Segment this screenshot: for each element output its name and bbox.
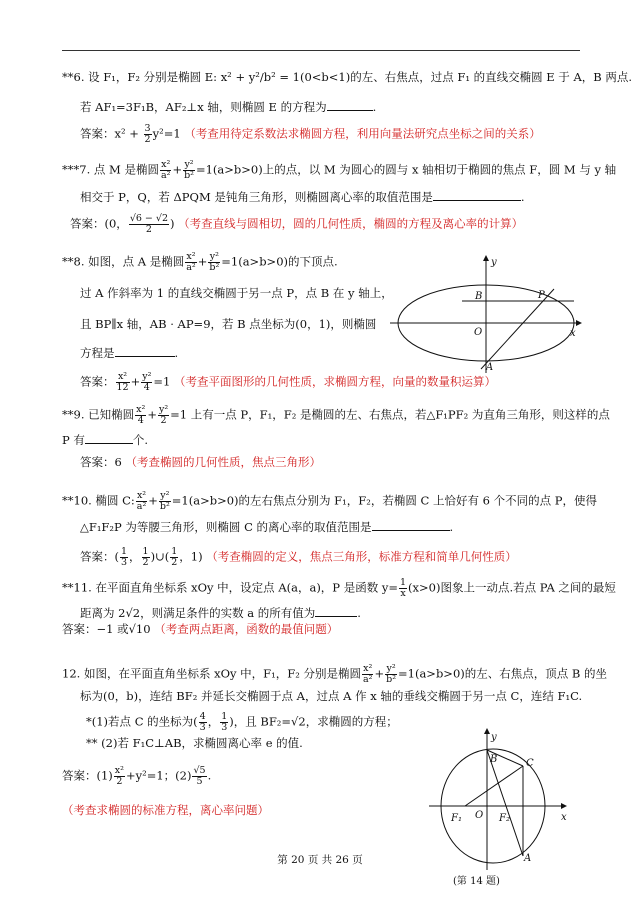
- answer-blank: [327, 100, 373, 111]
- answer-blank: [115, 346, 175, 357]
- fraction: $\frac{3}{2}$: [144, 123, 151, 145]
- answer-blank: [315, 606, 357, 617]
- answer-blank: [433, 190, 521, 201]
- figure-14-caption: (第 14 题): [453, 876, 500, 887]
- figure-14-label-o: O: [475, 810, 484, 821]
- problem-8-answer: 答案： $\frac{\text{x²}}{12}$ + $\frac{\text{y²}}{4}$ =1 （考查平面图形的几何性质，求椭圆方程，向量的数量积运算）: [80, 371, 497, 393]
- problem-9-answer: 答案：6 （考查椭圆的几何性质，焦点三角形）: [80, 455, 321, 469]
- problem-12-answer: 答案：(1) $\frac{\text{x²}}{2}$ +y²=1；(2) $\frac{√5}{5}$ .: [62, 765, 212, 787]
- problem-8-line-3: 且 BP∥x 轴，AB · AP=9，若 B 点坐标为(0，1)，则椭圆: [80, 317, 377, 331]
- problem-6-line-2: 若 AF₁=3F₁B，AF₂⊥x 轴，则椭圆 E 的方程为 .: [80, 100, 377, 114]
- figure-8-label-p: P: [538, 290, 545, 301]
- figure-8-label-b: B: [475, 291, 483, 302]
- problem-10-answer: 答案：( $\frac{1}{3}$ ， $\frac{1}{2}$ )∪( $\frac{1}{2}$ ，1) （考查椭圆的定义，焦点三角形，标准方程和简单几何性质）: [80, 546, 517, 568]
- figure-8-label-y: y: [491, 257, 497, 268]
- figure-14-label-a: A: [524, 853, 532, 864]
- problem-11-answer: 答案：−1 或√10 （考查两点距离，函数的最值问题）: [62, 622, 339, 636]
- figure-8-label-x: x: [570, 328, 576, 339]
- figure-14-label-y: y: [491, 732, 497, 743]
- problem-10-line-2: △F₁F₂P 为等腰三角形，则椭圆 C 的离心率的取值范围是 .: [80, 520, 454, 534]
- figure-8-ellipse-diagram: [390, 255, 590, 375]
- problem-10-note: （考查椭圆的定义，焦点三角形，标准方程和简单几何性质）: [206, 549, 517, 564]
- figure-14-label-c: C: [526, 758, 534, 769]
- problem-9-note: （考查椭圆的几何性质，焦点三角形）: [125, 455, 321, 469]
- problem-7-note: （考查直线与圆相切，圆的几何性质，椭圆的方程及离心率的计算）: [178, 216, 524, 231]
- figure-8-label-a: A: [486, 362, 494, 373]
- problem-6-answer: 答案：x² + $\frac{3}{2}$ y²=1 （考查用待定系数法求椭圆方程，利用向量法研究点坐标之间的关系）: [80, 123, 541, 145]
- figure-14-label-x: x: [561, 812, 567, 823]
- answer-blank: [85, 433, 133, 444]
- figure-8-y-arrow: [483, 255, 489, 261]
- page-footer: 第 20 页 共 26 页: [277, 854, 363, 866]
- header-rule: [62, 50, 580, 51]
- problem-10-line-1: **10. 椭圆 C: $\frac{\text{x²}}{\text{a²}}$ + $\frac{\text{y²}}{\text{b²}}$ =1(a>b>0)的左右焦点分别为 F₁，F₂，若椭圆 C 上恰好有 6 个不同的点 P，使得: [62, 490, 597, 512]
- figure-14-label-f2: F₂: [499, 813, 510, 824]
- problem-8-line-4: 方程是 .: [80, 346, 179, 360]
- problem-6-line-1: **6. 设 F₁，F₂ 分别是椭圆 E: x² + y²/b² = 1(0<b<1)的左、右焦点，过点 F₁ 的直线交椭圆 E 于 A，B 两点.: [62, 70, 633, 84]
- problem-12-part-2: ** (2)若 F₁C⊥AB，求椭圆离心率 e 的值.: [86, 736, 303, 750]
- problem-9-line-1: **9. 已知椭圆 $\frac{\text{x²}}{4}$ + $\frac{\text{y²}}{2}$ =1 上有一点 P，F₁，F₂ 是椭圆的左、右焦点，若△F₁PF₂ 为直角三角形，则这样的点: [62, 404, 610, 426]
- problem-8-note: （考查平面图形的几何性质，求椭圆方程，向量的数量积运算）: [174, 374, 497, 389]
- problem-11-line-2: 距离为 2√2，则满足条件的实数 a 的所有值为 .: [80, 606, 361, 620]
- problem-7-line-2: 相交于 P，Q，若 ΔPQM 是钝角三角形，则椭圆离心率的取值范围是 .: [80, 190, 525, 204]
- problem-12-part-1: *(1)若点 C 的坐标为( $\frac{4}{3}$ ， $\frac{1}{3}$ )，且 BF₂=√2，求椭圆的方程；: [86, 711, 398, 733]
- problem-8-line-1: **8. 如图，点 A 是椭圆 $\frac{\text{x²}}{\text{a²}}$ + $\frac{\text{y²}}{\text{b²}}$ =1(a>b>0)的下顶点.: [62, 251, 338, 273]
- problem-6-note: （考查用待定系数法求椭圆方程，利用向量法研究点坐标之间的关系）: [184, 126, 541, 141]
- problem-9-line-2: P 有 个.: [62, 433, 149, 447]
- problem-6-text: 若 AF₁=3F₁B，AF₂⊥x 轴，则椭圆 E 的方程为: [80, 100, 327, 114]
- problem-8-line-2: 过 A 作斜率为 1 的直线交椭圆于另一点 P，点 B 在 y 轴上，: [80, 286, 393, 300]
- figure-14-x-arrow: [561, 803, 567, 809]
- problem-7-line-1: ***7. 点 M 是椭圆 $\frac{\text{x²}}{\text{a²}}$ + $\frac{\text{y²}}{\text{b²}}$ =1(a>b>0)上的点，以 M 为圆心的圆与 x 轴相切于椭圆的焦点 F，圆 M 与 y 轴: [62, 159, 617, 181]
- figure-8-label-o: O: [474, 327, 483, 338]
- figure-14-label-f1: F₁: [451, 813, 462, 824]
- problem-11-line-1: **11. 在平面直角坐标系 xOy 中，设定点 A(a，a)，P 是函数 y= $\frac{1}{x}$ (x>0)图象上一动点.若点 PA 之间的最短: [62, 577, 616, 599]
- answer-blank: [372, 520, 450, 531]
- problem-12-line-1: 12. 如图，在平面直角坐标系 xOy 中，F₁，F₂ 分别是椭圆 $\frac{\text{x²}}{\text{a²}}$ + $\frac{\text{y²}}{\text{b²}}$ =1(a>b>0)的左、右焦点，顶点 B 的坐: [62, 663, 608, 685]
- figure-8-x-arrow: [576, 320, 582, 326]
- figure-14-y-arrow: [484, 728, 490, 734]
- problem-7-answer: 答案：(0， $\frac{√6 - √2}{2}$ ) （考查直线与圆相切，圆的几何性质，椭圆的方程及离心率的计算）: [70, 213, 524, 235]
- problem-11-note: （考查两点距离，函数的最值问题）: [154, 622, 339, 636]
- figure-14-ba-line: [487, 750, 523, 856]
- problem-12-line-2: 标为(0，b)，连结 BF₂ 并延长交椭圆于点 A，过点 A 作 x 轴的垂线交椭圆于另一点 C，连结 F₁C.: [80, 689, 583, 703]
- figure-14-label-b: B: [490, 754, 498, 765]
- problem-12-note: （考查求椭圆的标准方程，离心率问题）: [62, 803, 269, 817]
